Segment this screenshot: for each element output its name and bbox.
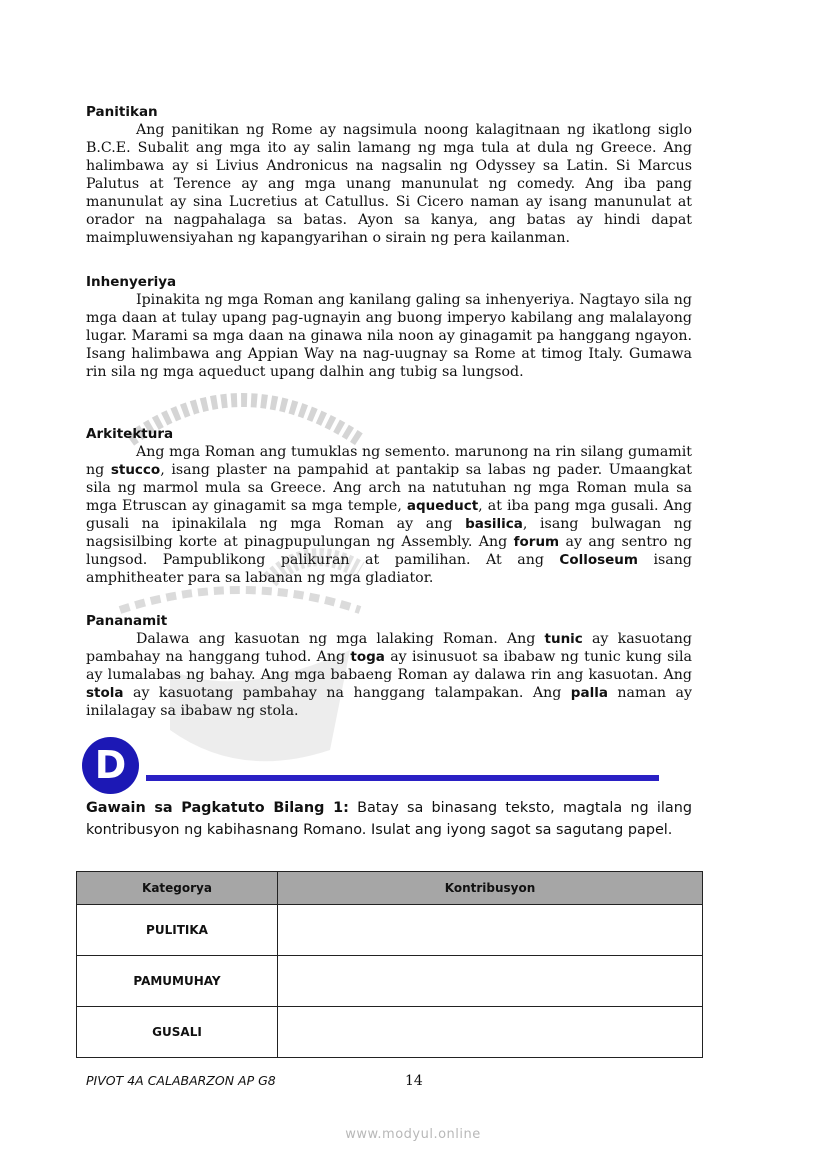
table-row [77, 905, 703, 956]
text-run: Dalawa ang kasuotan ng mga lalaking Roman. Ang [136, 631, 545, 647]
section-heading: Pananamit [86, 613, 168, 629]
text-run: , isang bulwagan ng nagsisilbing korte at pinagpupulungan ng Assembly. Ang [86, 516, 692, 550]
text-run: ay isinusuot sa ibabaw ng tunic kung sila ay lumalabas ng bahay. Ang mga babaeng Roman ay dalawa rin ang kasuotan. Ang [86, 649, 692, 683]
table-row [77, 1007, 703, 1058]
text-run: ay kasuotang pambahay na hanggang tuhod. Ang [86, 631, 692, 665]
keyword: toga [350, 649, 385, 665]
table-cell-answer [278, 1007, 703, 1058]
section-pananamit [86, 612, 692, 720]
keyword: aqueduct [406, 498, 479, 514]
section-inhenyeriya [86, 273, 692, 381]
section-heading: Inhenyeriya [86, 274, 177, 290]
keyword: palla [570, 685, 608, 701]
text-run: ay ang sentro ng lungsod. Pampublikong palikuran at pamilihan. At ang [86, 534, 693, 568]
keyword: stucco [110, 462, 161, 478]
table-cell-category: PAMUMUHAY [77, 956, 278, 1007]
page-number: 14 [405, 1073, 423, 1089]
section-heading: Arkitektura [86, 426, 174, 442]
section-text [86, 443, 692, 587]
keyword: basilica [465, 516, 523, 532]
keyword: forum [513, 534, 560, 550]
section-arkitektura [86, 425, 692, 587]
text-run: , isang plaster na pampahid at pantakip sa labas ng pader. Umaangkat sila ng marmol mula sa Greece. Ang arch na natutuhan ng mga Roman mula sa mga Etruscan ay ginagamit sa mga temple, [86, 462, 693, 514]
table-header-kategorya: Kategorya [77, 872, 278, 905]
activity-instructions [86, 797, 692, 841]
table-row [77, 956, 703, 1007]
text-run: naman ay inilalagay sa ibabaw ng stola. [86, 685, 692, 719]
text-run: isang amphitheater para sa labanan ng mga gladiator. [86, 552, 692, 586]
watermark-url: www.modyul.online [345, 1127, 481, 1142]
activity-label: Gawain sa Pagkatuto Bilang 1: [86, 800, 349, 816]
section-letter-badge: D [82, 737, 139, 794]
section-text: Ang panitikan ng Rome ay nagsimula noong kalagitnaan ng ikatlong siglo B.C.E. Subalit ang mga ito ay salin lamang ng mga tula at dula ng Greece. Ang halimbawa ay si Livius Andronicus na nagsalin ng Odyssey sa Latin. Si Marcus Palutus at Terence ay ang mga unang manunulat ng comedy. Ang iba pang manunulat ay sina Lucretius at Catullus. Si Cicero naman ay isang manunulat at orador na nagpahalaga sa batas. Ayon sa kanya, ang batas ay hindi dapat maimpluwensiyahan ng kapangyarihan o sirain ng pera kailanman. [86, 122, 692, 246]
table-header-row [77, 872, 703, 905]
footer-label: PIVOT 4A CALABARZON AP G8 [86, 1073, 276, 1088]
keyword: Colloseum [559, 552, 638, 568]
keyword: stola [86, 685, 124, 701]
section-heading: Panitikan [86, 104, 158, 120]
table-cell-answer [278, 905, 703, 956]
section-panitikan [86, 103, 692, 247]
text-run: , at iba pang mga gusali. Ang gusali na ipinakilala ng mga Roman ay ang [86, 498, 692, 532]
table-cell-answer [278, 956, 703, 1007]
table-cell-category: GUSALI [77, 1007, 278, 1058]
text-run: ay kasuotang pambahay na hanggang talampakan. Ang [123, 685, 571, 701]
keyword: tunic [544, 631, 583, 647]
section-text [86, 630, 692, 720]
table-header-kontribusyon: Kontribusyon [278, 872, 703, 905]
answer-table [76, 871, 703, 1058]
text-run: Ang mga Roman ang tumuklas ng semento. marunong na rin silang gumamit ng [86, 444, 692, 478]
table-cell-category: PULITIKA [77, 905, 278, 956]
section-text: Ipinakita ng mga Roman ang kanilang galing sa inhenyeriya. Nagtayo sila ng mga daan at tulay upang pag-ugnayin ang buong imperyo kabilang ang malalayong lugar. Marami sa mga daan na ginawa nila noon ay ginagamit pa hanggang ngayon. Isang halimbawa ang Appian Way na nag-uugnay sa Rome at timog Italy. Gumawa rin sila ng mga aqueduct upang dalhin ang tubig sa lungsod. [86, 292, 692, 380]
activity-text: Batay sa binasang teksto, magtala ng ilang kontribusyon ng kabihasnang Romano. Isulat ang iyong sagot sa sagutang papel. [86, 800, 692, 838]
section-divider [146, 775, 659, 781]
